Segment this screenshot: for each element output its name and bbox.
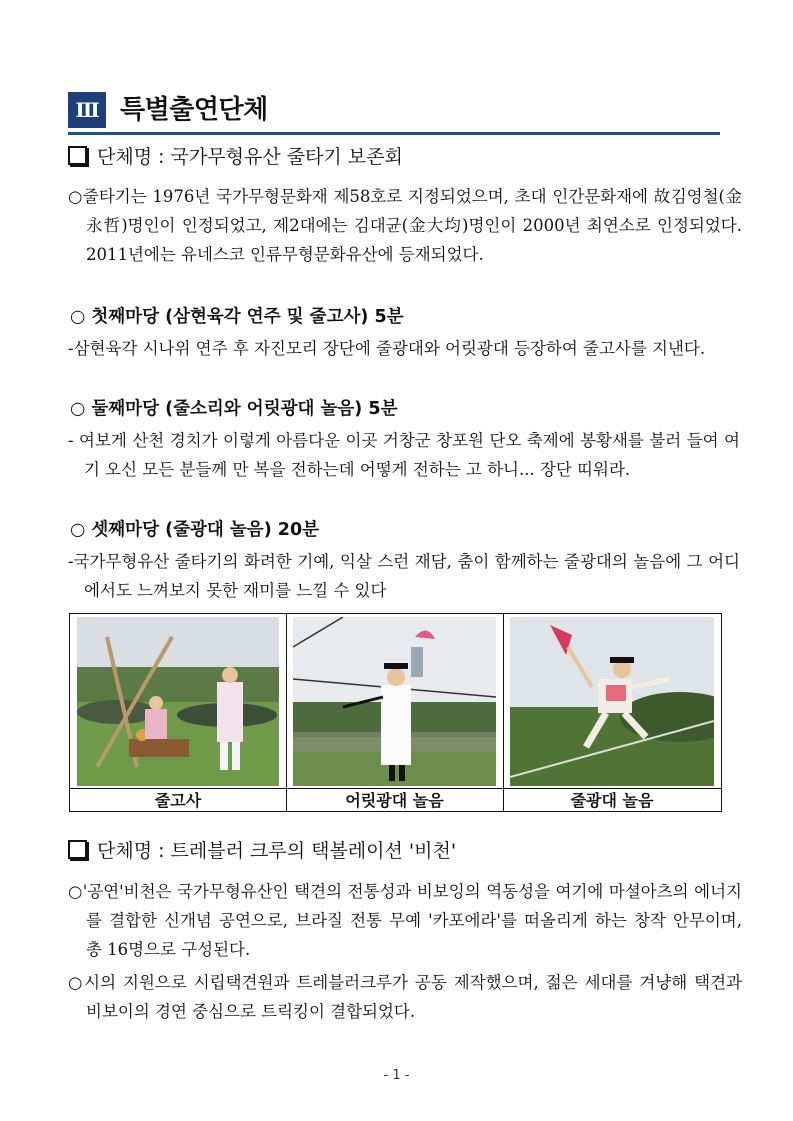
photo-tightrope-walker [510,617,714,786]
photo-caption: 줄고사 [154,791,202,810]
group1-heading-text: 단체명 : 국가무형유산 줄타기 보존회 [97,146,403,168]
group2-heading-text: 단체명 : 트레블러 크루의 택볼레이션 '비천' [97,840,457,862]
group2-heading [68,838,456,864]
group2-para1: ○'공연'비천은 국가무형유산인 택견의 전통성과 비보잉의 역동성을 여기에 마셜아츠의 에너지를 결합한 신개념 공연으로, 브라질 전통 무예 '카포에라'를 떠올리게 하는 창작 안무이며, 총 16명으로 구성된다. [68,882,742,959]
stage2-desc: - 여보게 산천 경치가 이렇게 아름다운 이곳 거창군 창포원 단오 축제에 봉황새를 불러 들여 여기 오신 모든 분들께 만 복을 전하는데 어떻게 전하는 고 하니... 장단 띠워라. [68,431,740,479]
page-number: - 1 - [383,1068,410,1083]
checkbox-bullet-icon [68,146,87,165]
checkbox-bullet-icon [68,840,87,859]
stage3-title: ○ 셋째마당 (줄광대 놀음) 20분 [70,520,320,540]
stage1-title: ○ 첫째마당 (삼현육각 연주 및 줄고사) 5분 [70,307,404,327]
photo-caption: 어릿광대 놀음 [345,791,444,810]
photo-cell [503,614,721,811]
section-header [68,92,720,136]
group2-para2: ○시의 지원으로 시립택견원과 트레블러크루가 공동 제작했으며, 젊은 세대를 겨냥해 택견과 비보이의 경연 중심으로 트릭킹이 결합되었다. [68,973,742,1021]
section-rule [68,132,720,135]
photo-cell [286,614,504,811]
stage2-title: ○ 둘째마당 (줄소리와 어릿광대 놀음) 5분 [70,399,398,419]
stage1-desc: -삼현육각 시나위 연주 후 자진모리 장단에 줄광대와 어릿광대 등장하여 줄고사를 지낸다. [68,339,706,358]
photo-table [69,613,722,812]
stage3-desc: -국가무형유산 줄타기의 화려한 기예, 익살 스런 재담, 춤이 함께하는 줄광대의 놀음에 그 어디에서도 느껴보지 못한 재미를 느낄 수 있다 [68,552,740,600]
photo-cell [70,614,287,811]
section-title: 특별출연단체 [120,95,268,125]
section-number: Ⅲ [68,92,106,128]
group1-heading [68,144,403,170]
group1-intro: ○줄타기는 1976년 국가무형문화재 제58호로 지정되었으며, 초대 인간문화재에 故김영철(金永哲)명인이 인정되었고, 제2대에는 김대균(金大均)명인이 2000년 최연소로 인정되었다. 2011년에는 유네스코 인류무형문화유산에 등재되었다. [68,187,742,264]
photo-caption: 줄광대 놀음 [570,791,654,810]
photo-jester-play [293,617,496,786]
photo-rope-ritual [77,617,279,786]
